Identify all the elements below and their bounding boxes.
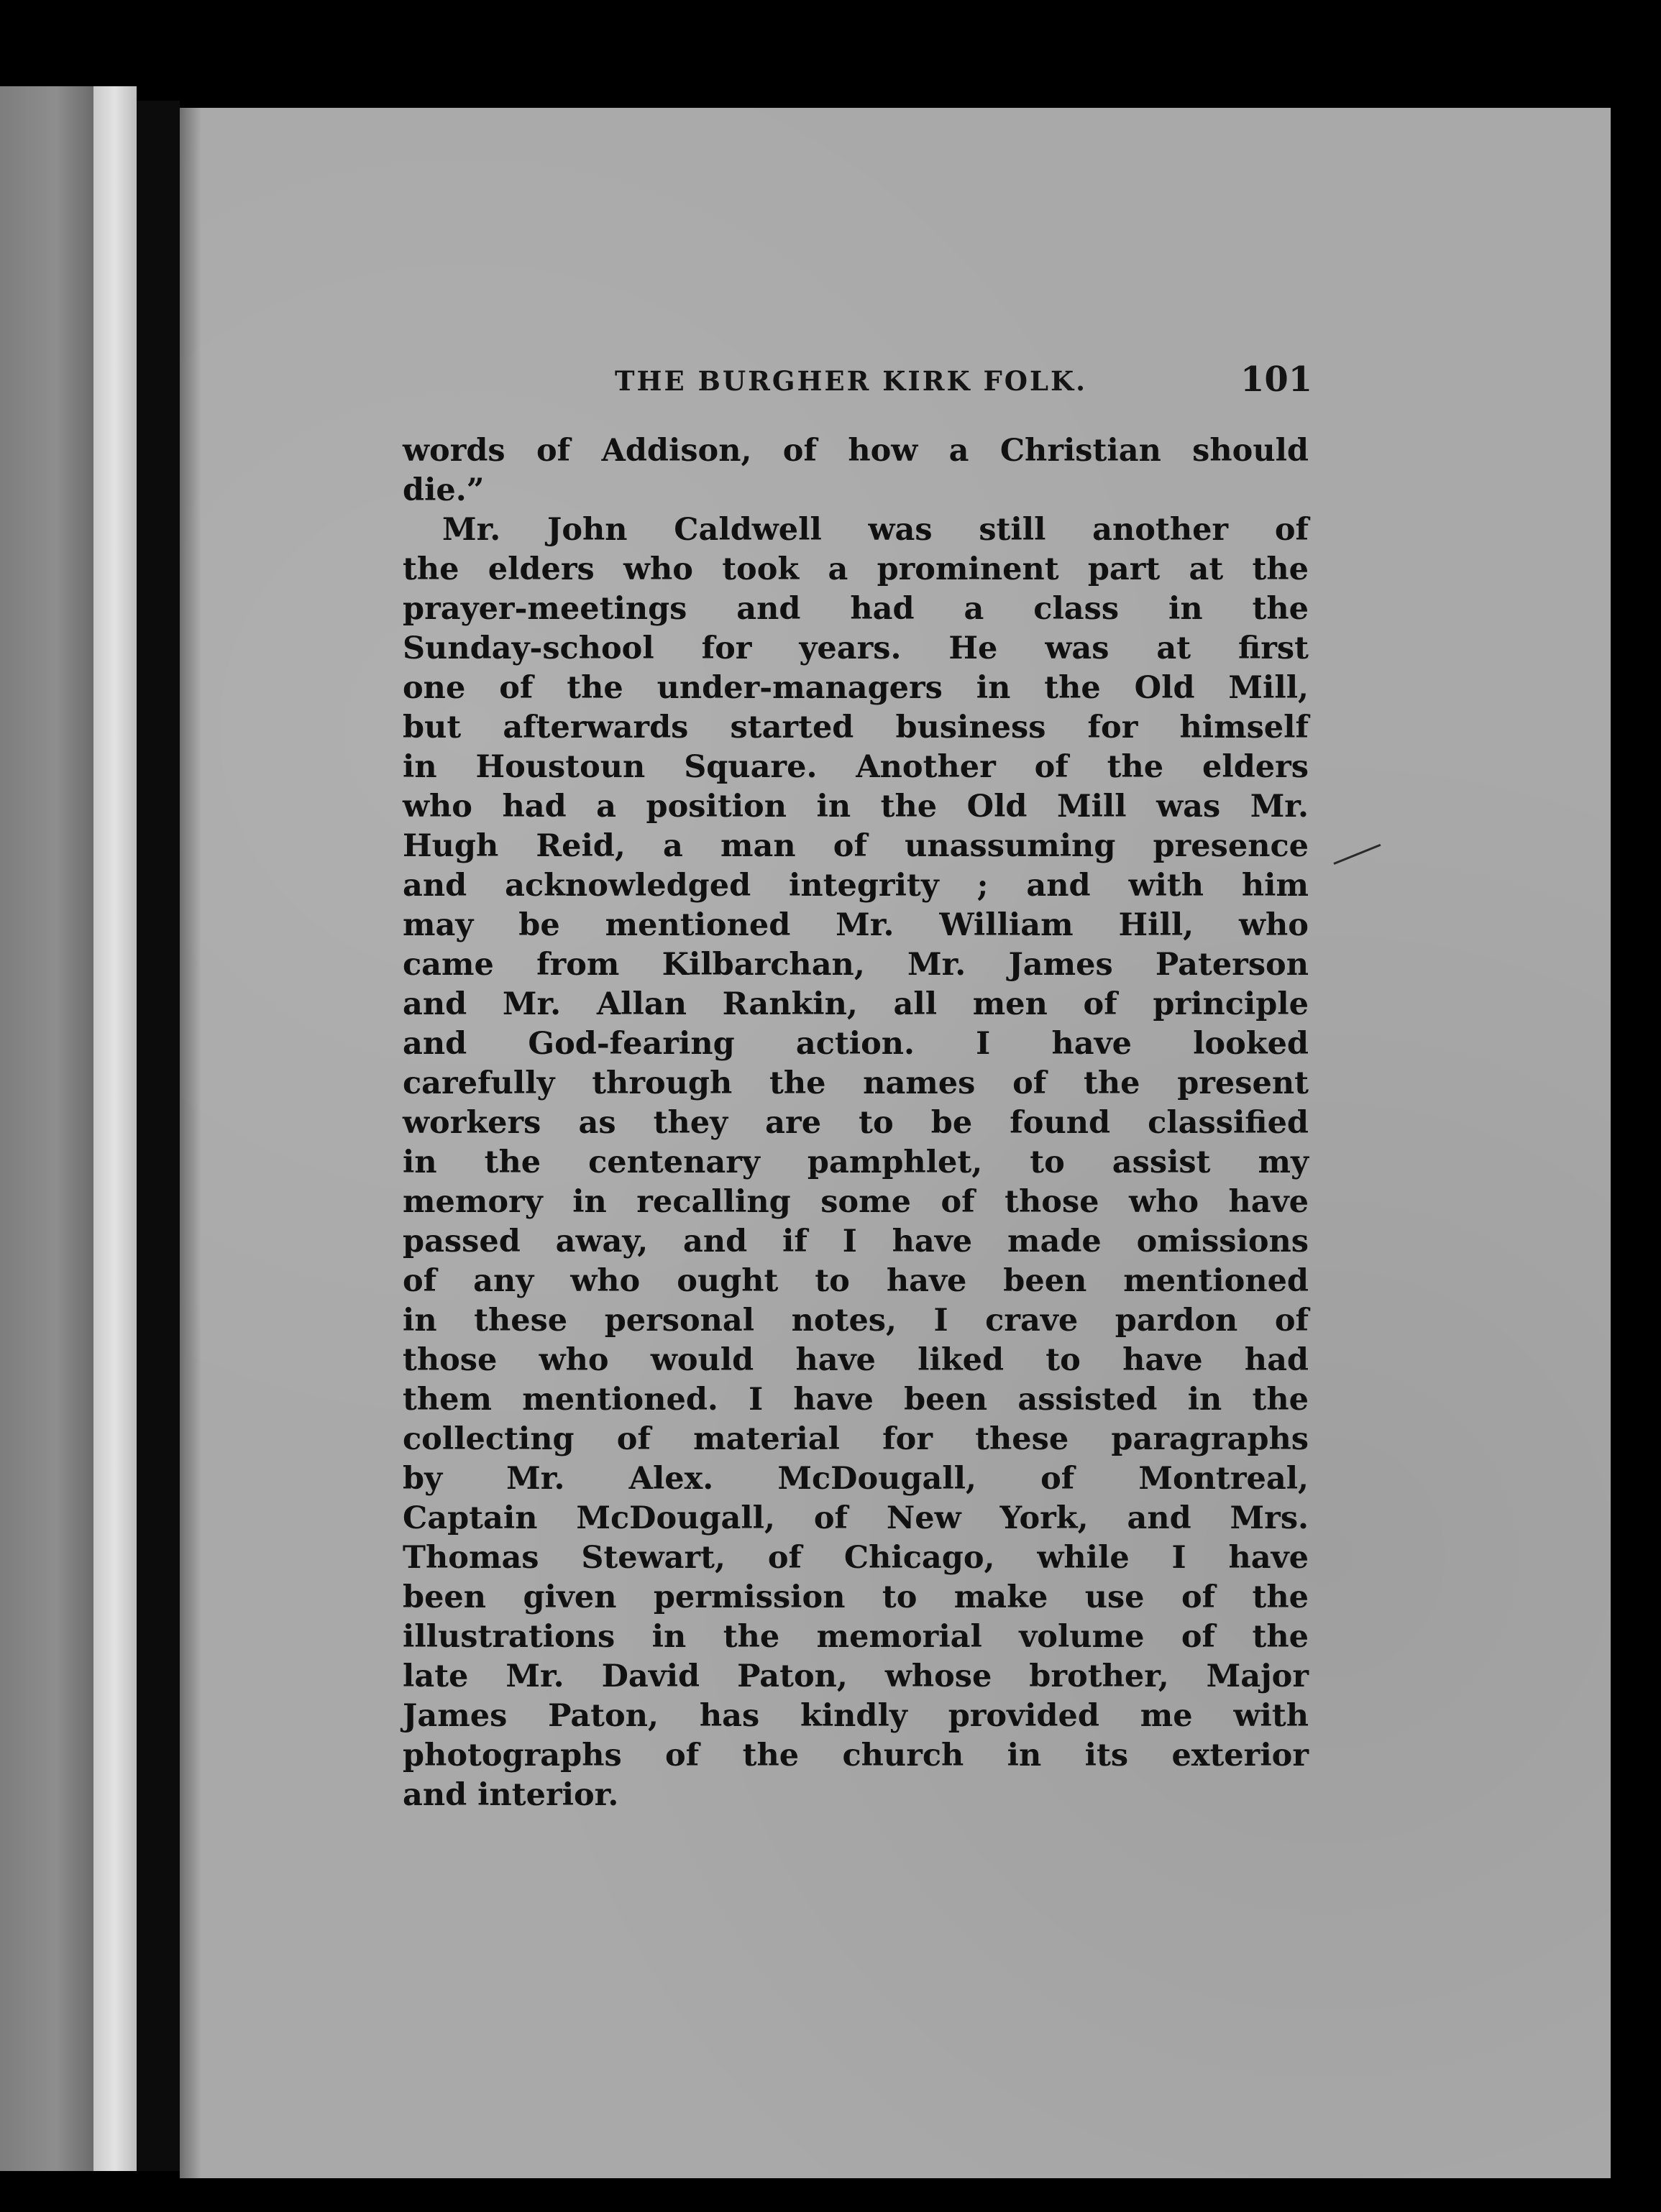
text-line: passed away, and if I have made omissions bbox=[403, 1224, 1309, 1259]
text-line: Thomas Stewart, of Chicago, while I have bbox=[403, 1540, 1309, 1576]
text-line: workers as they are to be found classified bbox=[403, 1105, 1309, 1141]
text-line: Sunday-school for years. He was at first bbox=[403, 630, 1309, 666]
book-gutter bbox=[137, 101, 180, 2171]
facing-page-edge bbox=[0, 86, 93, 2171]
text-line: in Houstoun Square. Another of the elders bbox=[403, 749, 1309, 785]
text-line: in the centenary pamphlet, to assist my bbox=[403, 1144, 1309, 1180]
text-line: Captain McDougall, of New York, and Mrs. bbox=[403, 1500, 1309, 1536]
text-line: illustrations in the memorial volume of the bbox=[403, 1619, 1309, 1655]
text-line: came from Kilbarchan, Mr. James Paterson bbox=[403, 947, 1309, 983]
text-line: of any who ought to have been mentioned bbox=[403, 1263, 1309, 1299]
text-line: words of Addison, of how a Christian should bbox=[403, 433, 1309, 469]
text-line: been given permission to make use of the bbox=[403, 1579, 1309, 1615]
text-line: the elders who took a prominent part at the bbox=[403, 551, 1309, 587]
text-line: may be mentioned Mr. William Hill, who bbox=[403, 907, 1309, 943]
text-line: memory in recalling some of those who have bbox=[403, 1184, 1309, 1220]
book-fore-edge bbox=[93, 86, 137, 2171]
running-head: THE BURGHER KIRK FOLK. bbox=[615, 365, 1088, 397]
paragraph bbox=[403, 431, 1309, 510]
text-line: who had a position in the Old Mill was Mr. bbox=[403, 789, 1309, 825]
text-line: collecting of material for these paragraphs bbox=[403, 1421, 1309, 1457]
text-line: late Mr. David Paton, whose brother, Major bbox=[403, 1658, 1309, 1694]
body-text bbox=[403, 431, 1309, 1815]
text-line: and acknowledged integrity ; and with him bbox=[403, 868, 1309, 904]
page-shadow bbox=[180, 108, 201, 2178]
text-line: Mr. John Caldwell was still another of bbox=[442, 512, 1309, 548]
text-line: them mentioned. I have been assisted in the bbox=[403, 1382, 1309, 1418]
text-line: and interior. bbox=[403, 1777, 619, 1813]
text-line: in these personal notes, I crave pardon of bbox=[403, 1303, 1309, 1339]
text-line: and God-fearing action. I have looked bbox=[403, 1026, 1309, 1062]
text-line: photographs of the church in its exterior bbox=[403, 1738, 1309, 1773]
text-line: but afterwards started business for himself bbox=[403, 710, 1309, 745]
text-line: Hugh Reid, a man of unassuming presence bbox=[403, 828, 1309, 864]
text-line: one of the under-managers in the Old Mill, bbox=[403, 670, 1309, 706]
text-line: prayer-meetings and had a class in the bbox=[403, 591, 1309, 627]
text-line: and Mr. Allan Rankin, all men of principle bbox=[403, 986, 1309, 1022]
text-line: carefully through the names of the present bbox=[403, 1065, 1309, 1101]
text-line: James Paton, has kindly provided me with bbox=[403, 1698, 1309, 1734]
text-line: by Mr. Alex. McDougall, of Montreal, bbox=[403, 1461, 1309, 1497]
text-line: die.” bbox=[403, 472, 485, 508]
paragraph bbox=[403, 510, 1309, 1815]
page-number: 101 bbox=[1240, 359, 1313, 400]
text-line: those who would have liked to have had bbox=[403, 1342, 1309, 1378]
